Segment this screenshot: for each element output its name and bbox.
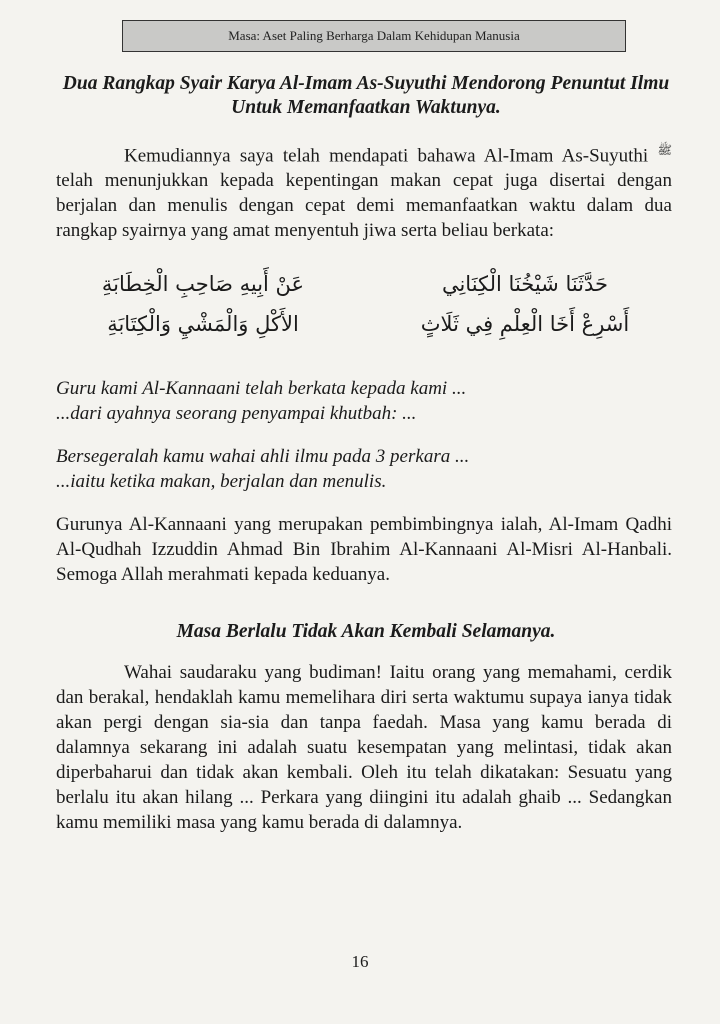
- paragraph-intro-start: Kemudiannya saya telah mendapati bahawa Al-Imam As-Suyuthi: [124, 145, 649, 167]
- paragraph-kannaani: Gurunya Al-Kannaani yang merupakan pembimbingnya ialah, Al-Imam Qadhi Al-Qudhah Izzuddin Ahmad Bin Ibrahim Al-Kannaani Al-Misri Al-Hanbali. Semoga Allah merahmati kepada keduanya.: [56, 514, 672, 585]
- section-title-line-2: Untuk Memanfaatkan Waktunya.: [231, 97, 501, 118]
- translation-part-1: [56, 376, 656, 426]
- section-title-masa-berlalu: Masa Berlalu Tidak Akan Kembali Selamanya.: [176, 621, 556, 642]
- poem-line-1: [58, 272, 670, 304]
- paragraph-masa-berlalu: [56, 660, 672, 835]
- section-title-suyuthi: [56, 72, 676, 120]
- translation-line: Guru kami Al-Kannaani telah berkata kepada kami ...: [56, 378, 467, 399]
- section-title-line-1: Dua Rangkap Syair Karya Al-Imam As-Suyuthi Mendorong Penuntut Ilmu: [62, 73, 670, 94]
- running-header-text: Masa: Aset Paling Berharga Dalam Kehidupan Manusia: [228, 28, 520, 43]
- translation-line: Bersegeralah kamu wahai ahli ilmu pada 3 perkara ...: [56, 446, 470, 467]
- poem-line-1-first-half: حَدَّثَنَا شَيْخُنَا الْكِنَانِي: [441, 272, 609, 296]
- translation-part-2: [56, 444, 656, 494]
- poem-line-2: [58, 312, 670, 344]
- paragraph-intro-rest: telah menunjukkan kepada kepentingan makan cepat juga disertai dengan berjalan dan menulis dengan cepat demi memanfaatkan waktu dalam dua rangkap syairnya yang amat menyentuh jiwa serta beliau berkata:: [56, 170, 672, 242]
- page-number: 16: [351, 952, 369, 971]
- translation-line: ...dari ayahnya seorang penyampai khutbah: ...: [56, 403, 417, 424]
- poem-line-1-second-half: عَنْ أَبِيهِ صَاحِبِ الْخِطَابَةِ: [101, 272, 305, 296]
- honorific-symbol: ﷺ: [657, 143, 672, 157]
- paragraph-masa-berlalu-text: Wahai saudaraku yang budiman! Iaitu orang yang memahami, cerdik dan berakal, hendaklah kamu memelihara diri serta waktumu supaya ianya tidak akan pergi dengan sia-sia dan tanpa faedah. Masa yang kamu berada di dalamnya sekarang ini adalah suatu kesempatan yang melintasi, tidak akan diperbaharui dan tidak akan kembali. Oleh itu telah dikatakan: Sesuatu yang berlalu itu akan hilang ... Perkara yang diingini itu adalah ghaib ... Sedangkan kamu memiliki masa yang kamu berada di dalamnya.: [56, 662, 672, 833]
- running-header: [122, 20, 626, 52]
- paragraph-intro: [56, 138, 672, 243]
- poem-line-2-first-half: أَسْرِعْ أَخَا الْعِلْمِ فِي ثَلَاثٍ: [420, 312, 630, 336]
- translation-line: ...iaitu ketika makan, berjalan dan menulis.: [56, 471, 387, 492]
- poem-line-2-second-half: الأَكْلِ وَالْمَشْيِ وَالْكِتَابَةِ: [107, 312, 299, 336]
